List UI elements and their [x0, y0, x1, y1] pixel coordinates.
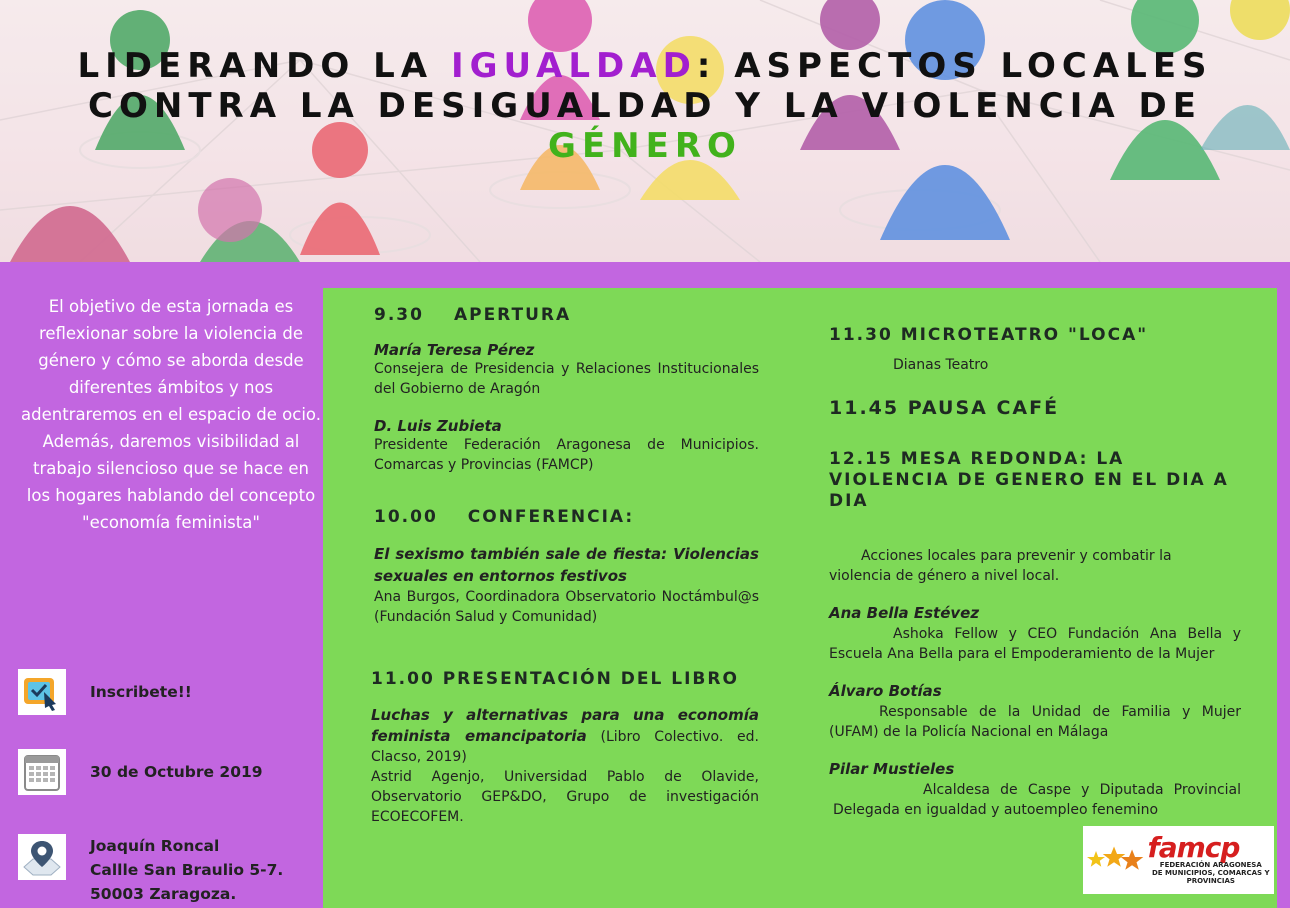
register-row[interactable]: [18, 669, 192, 715]
famcp-subtitle-1: FEDERACIÓN ARAGONESA: [1159, 861, 1262, 869]
date-row: [18, 749, 263, 795]
venue-city: 50003 Zaragoza.: [90, 885, 237, 903]
title-highlight-igualdad: IGUALDAD: [450, 46, 697, 86]
panelist-alvaro-botias: Álvaro Botías: [829, 682, 942, 700]
panelist-alvaro-botias-role: Responsable de la Unidad de Familia y Mujer (UFAM) de la Policía Nacional en Málaga: [829, 704, 1241, 740]
location-row: [18, 834, 283, 906]
libro-heading: 11.00 PRESENTACIÓN DEL LIBRO: [371, 669, 739, 689]
program-left-column: [371, 305, 760, 827]
intro-paragraph-1: El objetivo de esta jornada es reflexionar sobre la violencia de género y cómo se aborda desde diferentes ámbitos y nos adentraremos en el espacio de ocio.: [21, 297, 321, 424]
title-line1-part2: : ASPECTOS LOCALES: [696, 46, 1213, 86]
location-pin-icon: [18, 834, 66, 880]
title-line2: CONTRA LA DESIGUALDAD Y LA VIOLENCIA DE: [88, 86, 1202, 126]
panelist-ana-bella-estevez: Ana Bella Estévez: [829, 604, 980, 622]
mesa-redonda-heading: 12.15 MESA REDONDA: LA VIOLENCIA DE GENERO EN EL DIA A DIA: [829, 449, 1229, 511]
libro-description: [371, 705, 759, 767]
speaker-luis-zubieta-role: Presidente Federación Aragonesa de Municipios. Comarcas y Provincias (FAMCP): [374, 437, 759, 473]
panelist-ana-bella-estevez-role: Ashoka Fellow y CEO Fundación Ana Bella y Escuela Ana Bella para el Empoderamiento de la Mujer: [829, 626, 1241, 662]
famcp-logo: [1083, 826, 1274, 894]
panelist-pilar-mustieles-role: Alcaldesa de Caspe y Diputada Provincial Delegada en igualdad y autoempleo fenemino: [833, 782, 1241, 818]
event-date: 30 de Octubre 2019: [90, 763, 263, 781]
microteatro-company: [829, 355, 1241, 375]
panelist-pilar-mustieles: Pilar Mustieles: [829, 760, 955, 778]
conferencia-time: 10.00: [374, 507, 438, 527]
intro-paragraph-2: Además, daremos visibilidad al trabajo silencioso que se hace en los hogares hablando del concepto "economía feminista": [26, 432, 316, 532]
register-link[interactable]: Inscribete!!: [90, 683, 192, 701]
apertura-title: APERTURA: [453, 305, 572, 325]
title-line3-genero: GÉNERO: [548, 126, 742, 166]
header-banner: [0, 0, 1290, 262]
venue-name: Joaquín Roncal: [90, 837, 220, 855]
title-line1-part1: LIDERANDO LA: [77, 46, 451, 86]
calendar-icon: [18, 749, 66, 795]
conferencia-speaker: Ana Burgos, Coordinadora Observatorio Noctámbul@s (Fundación Salud y Comunidad): [374, 589, 759, 625]
speaker-maria-teresa-perez: María Teresa Pérez: [374, 341, 535, 359]
mesa-redonda-description: Acciones locales para prevenir y combatir la violencia de género a nivel local.: [829, 548, 1172, 584]
famcp-subtitle-2: DE MUNICIPIOS, COMARCAS Y PROVINCIAS: [1151, 869, 1270, 885]
page-title: [0, 46, 1290, 166]
libro-book-note: (Libro Colectivo. ed. Clacso, 2019): [371, 729, 760, 765]
venue-street: Callle San Braulio 5-7.: [90, 861, 284, 879]
speaker-maria-teresa-perez-role: Consejera de Presidencia y Relaciones Institucionales del Gobierno de Aragón: [374, 361, 759, 397]
apertura-time: 9.30: [374, 305, 424, 325]
microteatro-heading: 11.30 MICROTEATRO "LOCA": [829, 325, 1149, 345]
libro-book-title: Luchas y alternativas para una economía feminista emancipatoria: [371, 706, 759, 745]
program-right-column: [829, 325, 1241, 820]
conferencia-talk-title: El sexismo también sale de fiesta: Violencias sexuales en entornos festivos: [374, 545, 759, 585]
intro-text: [20, 293, 322, 536]
apertura-heading: [374, 305, 759, 325]
conferencia-heading: [374, 507, 759, 527]
venue-address: [90, 834, 283, 906]
microteatro-company-name: Dianas Teatro: [893, 357, 989, 373]
libro-author: Astrid Agenjo, Universidad Pablo de Olavide, Observatorio GEP&DO, Grupo de investigación ECOECOFEM.: [371, 769, 759, 825]
pausa-heading: 11.45 PAUSA CAFÉ: [829, 397, 1060, 419]
register-click-icon[interactable]: [18, 669, 66, 715]
stars-icon: [1087, 838, 1146, 882]
speaker-luis-zubieta: D. Luis Zubieta: [374, 417, 502, 435]
famcp-brand: famcp: [1147, 831, 1240, 864]
conferencia-title: CONFERENCIA:: [467, 507, 635, 527]
